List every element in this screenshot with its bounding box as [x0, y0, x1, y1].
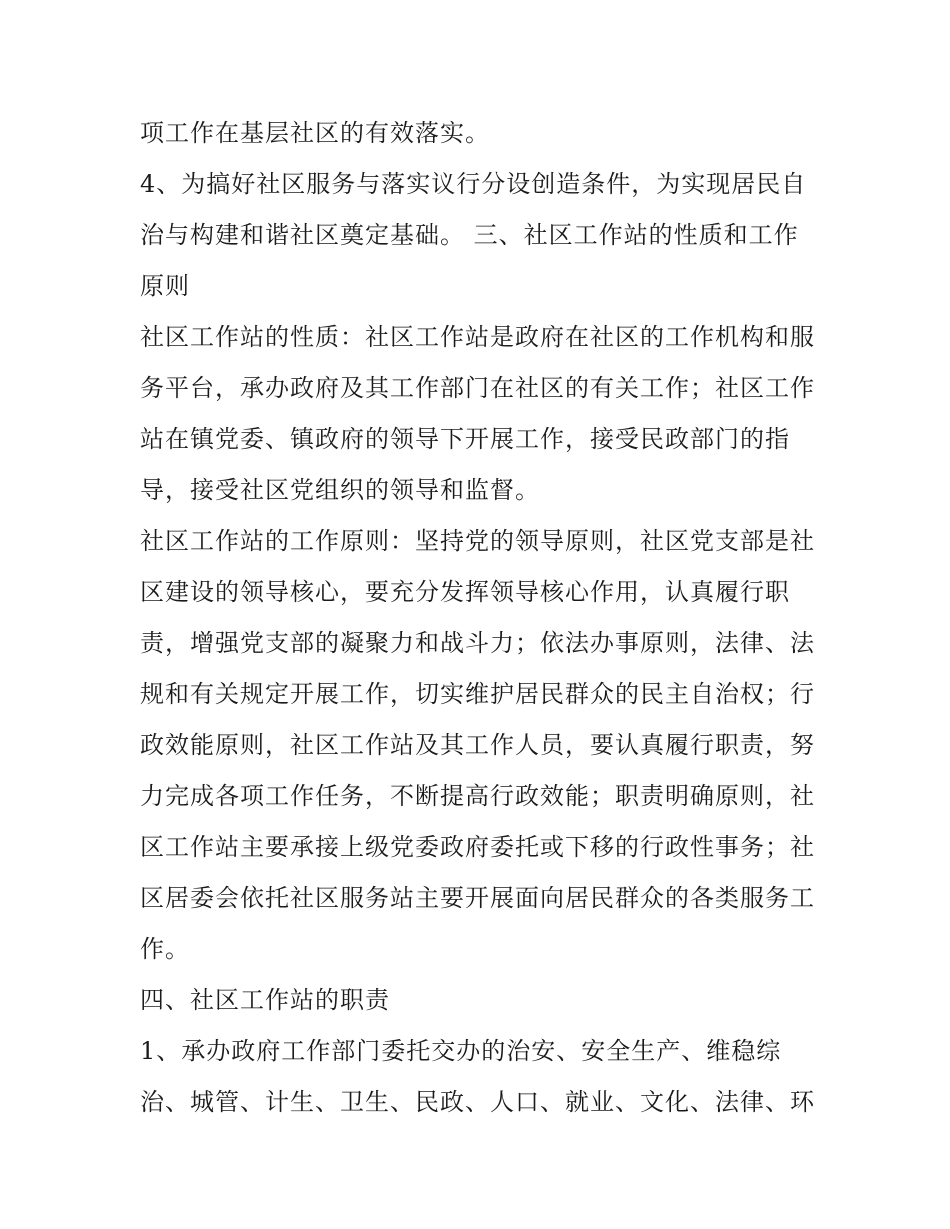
text-line: 治、城管、计生、卫生、民政、人口、就业、文化、法律、环: [140, 1088, 815, 1116]
text-line: 区工作站主要承接上级党委政府委托或下移的行政性事务；社: [140, 833, 815, 861]
text-line: 政效能原则，社区工作站及其工作人员，要认真履行职责，努: [140, 731, 815, 759]
text-line: 站在镇党委、镇政府的领导下开展工作，接受民政部门的指: [140, 425, 790, 453]
text-line: 导，接受社区党组织的领导和监督。: [140, 476, 540, 504]
document-body: [140, 108, 820, 1128]
text-line: 区建设的领导核心，要充分发挥领导核心作用，认真履行职: [140, 578, 790, 606]
text-line: 1、承办政府工作部门委托交办的治安、安全生产、维稳综: [140, 1037, 782, 1065]
text-line: 力完成各项工作任务，不断提高行政效能；职责明确原则，社: [140, 782, 815, 810]
text-line: 4、为搞好社区服务与落实议行分设创造条件，为实现居民自: [140, 170, 807, 198]
text-line: 责，增强党支部的凝聚力和战斗力；依法办事原则，法律、法: [140, 629, 815, 657]
text-line: 社区工作站的工作原则：坚持党的领导原则，社区党支部是社: [140, 527, 815, 555]
text-line: 区居委会依托社区服务站主要开展面向居民群众的各类服务工: [140, 884, 815, 912]
text-line: 社区工作站的性质：社区工作站是政府在社区的工作机构和服: [140, 323, 815, 351]
text-line: 作。: [140, 935, 190, 963]
text-line: 项工作在基层社区的有效落实。: [140, 119, 490, 147]
text-line: 规和有关规定开展工作，切实维护居民群众的民主自治权；行: [140, 680, 815, 708]
section-heading: 四、社区工作站的职责: [140, 986, 390, 1014]
text-line: 原则: [140, 272, 190, 300]
text-line: 治与构建和谐社区奠定基础。 三、社区工作站的性质和工作: [140, 221, 799, 249]
text-line: 务平台，承办政府及其工作部门在社区的有关工作；社区工作: [140, 374, 815, 402]
